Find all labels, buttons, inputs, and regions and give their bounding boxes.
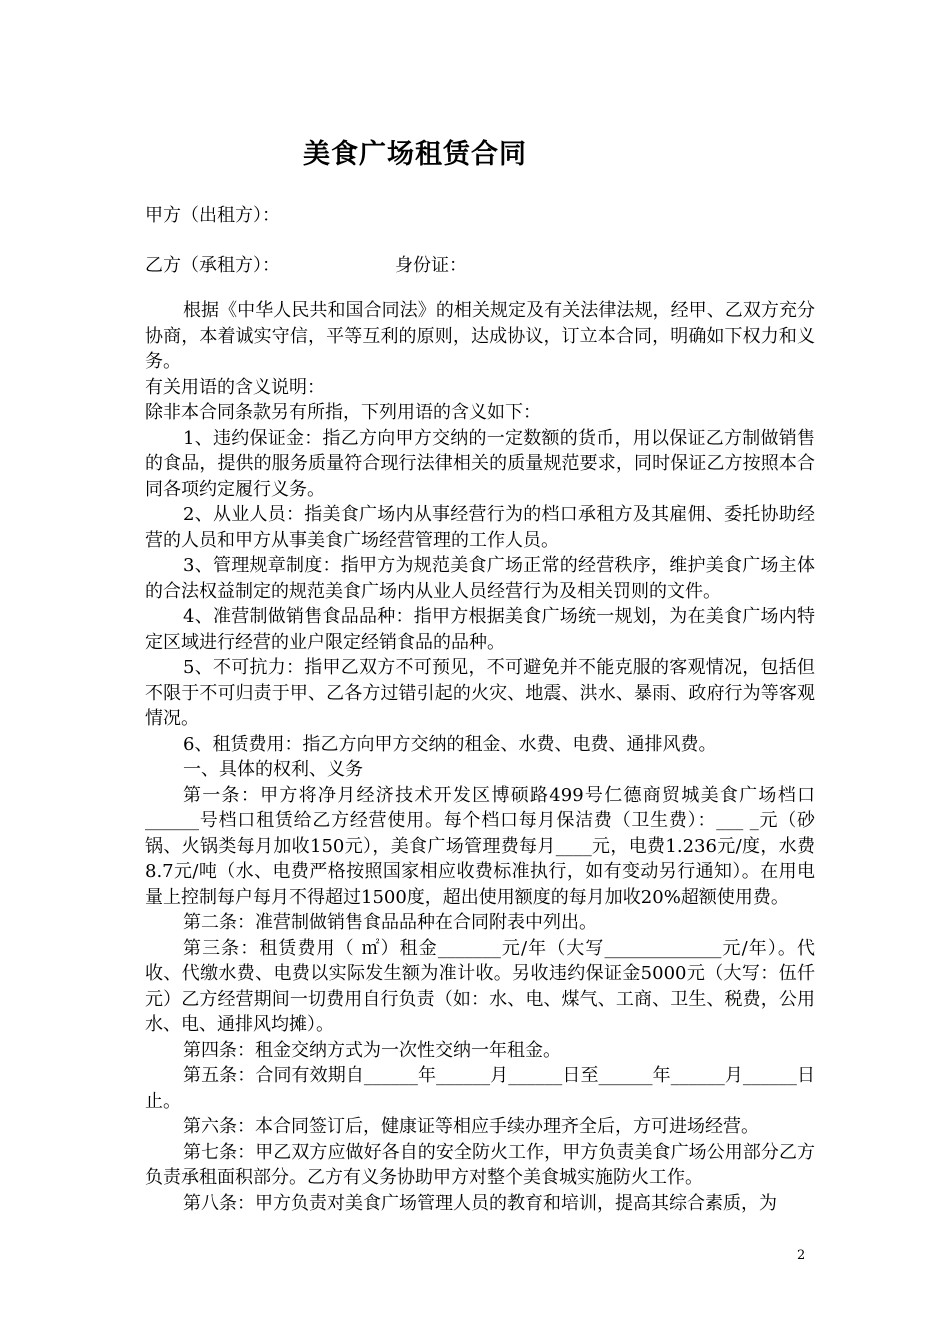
party-a-label: 甲方（出租方）： xyxy=(145,205,280,226)
contract-paragraph: 有关用语的含义说明： xyxy=(145,376,325,398)
party-a-line xyxy=(145,201,280,227)
contract-paragraph: 第二条：准营制做销售食品品种在合同附表中列出。 xyxy=(183,912,597,933)
contract-paragraph: 第八条：甲方负责对美食广场管理人员的教育和培训，提高其综合素质，为 xyxy=(183,1192,777,1214)
contract-paragraph: 第一条：甲方将净月经济技术开发区博硕路499号仁德商贸城美食广场档口______号档口租赁给乙方经营使用。每个档口每月保洁费（卫生费）：___ _元（砂锅、火锅类每月加收150元），美食广场管理费每月____元，电费1.236元/度，水费8.7元/吨（水、电费严格按照国家相应收费标准执行，如有变动另行通知）。在用电量上控制每户每月不得超过1500度，超出使用额度的每月加收20%超额使用费。 xyxy=(145,784,815,908)
party-b-id-label: 身份证： xyxy=(395,255,467,276)
contract-paragraph: 根据《中华人民共和国合同法》的相关规定及有关法律法规，经甲、乙双方充分协商，本着诚实守信，平等互利的原则，达成协议，订立本合同，明确如下权力和义务。 xyxy=(145,300,815,372)
contract-paragraph: 1、违约保证金：指乙方向甲方交纳的一定数额的货币，用以保证乙方制做销售的食品，提供的服务质量符合现行法律相关的质量规范要求，同时保证乙方按照本合同各项约定履行义务。 xyxy=(145,427,815,500)
page-title: 美食广场租赁合同 xyxy=(303,139,527,170)
contract-paragraph: 2、从业人员：指美食广场内从事经营行为的档口承租方及其雇佣、委托协助经营的人员和甲方从事美食广场经营管理的工作人员。 xyxy=(145,504,815,551)
contract-paragraph: 第七条：甲乙双方应做好各自的安全防火工作，甲方负责美食广场公用部分乙方负责承租面积部分。乙方有义务协助甲方对整个美食城实施防火工作。 xyxy=(145,1141,815,1188)
contract-paragraph: 第六条：本合同签订后，健康证等相应手续办理齐全后，方可进场经营。 xyxy=(183,1116,759,1137)
contract-body xyxy=(145,298,815,1216)
contract-paragraph: 6、租赁费用：指乙方向甲方交纳的租金、水费、电费、通排风费。 xyxy=(183,733,717,755)
contract-paragraph: 第三条：租赁费用（ ㎡）租金_______元/年（大写_____________元/年）。代收、代缴水费、电费以实际发生额为准计收。另收违约保证金5000元（大写：伍仟元）乙方经营期间一切费用自行负责（如：水、电、煤气、工商、卫生、税费，公用水、电、通排风均摊）。 xyxy=(145,937,815,1035)
contract-paragraph: 除非本合同条款另有所指，下列用语的含义如下： xyxy=(145,402,541,423)
contract-paragraph: 一、具体的权利、义务 xyxy=(183,759,363,780)
page-number: 2 xyxy=(797,1248,806,1263)
party-b-label: 乙方（承租方）： xyxy=(145,255,280,276)
contract-paragraph: 5、不可抗力：指甲乙双方不可预见，不可避免并不能克服的客观情况，包括但不限于不可归责于甲、乙各方过错引起的火灾、地震、洪水、暴雨、政府行为等客观情况。 xyxy=(145,657,815,729)
contract-paragraph: 3、管理规章制度：指甲方为规范美食广场正常的经营秩序，维护美食广场主体的合法权益制定的规范美食广场内从业人员经营行为及相关罚则的文件。 xyxy=(145,555,815,602)
contract-paragraph: 4、准营制做销售食品品种：指甲方根据美食广场统一规划，为在美食广场内特定区域进行经营的业户限定经销食品的品种。 xyxy=(145,606,815,653)
contract-paragraph: 第四条：租金交纳方式为一次性交纳一年租金。 xyxy=(183,1039,561,1061)
contract-paragraph: 第五条：合同有效期自______年______月______日至______年______月______日止。 xyxy=(145,1065,815,1112)
party-b-line xyxy=(145,251,467,277)
